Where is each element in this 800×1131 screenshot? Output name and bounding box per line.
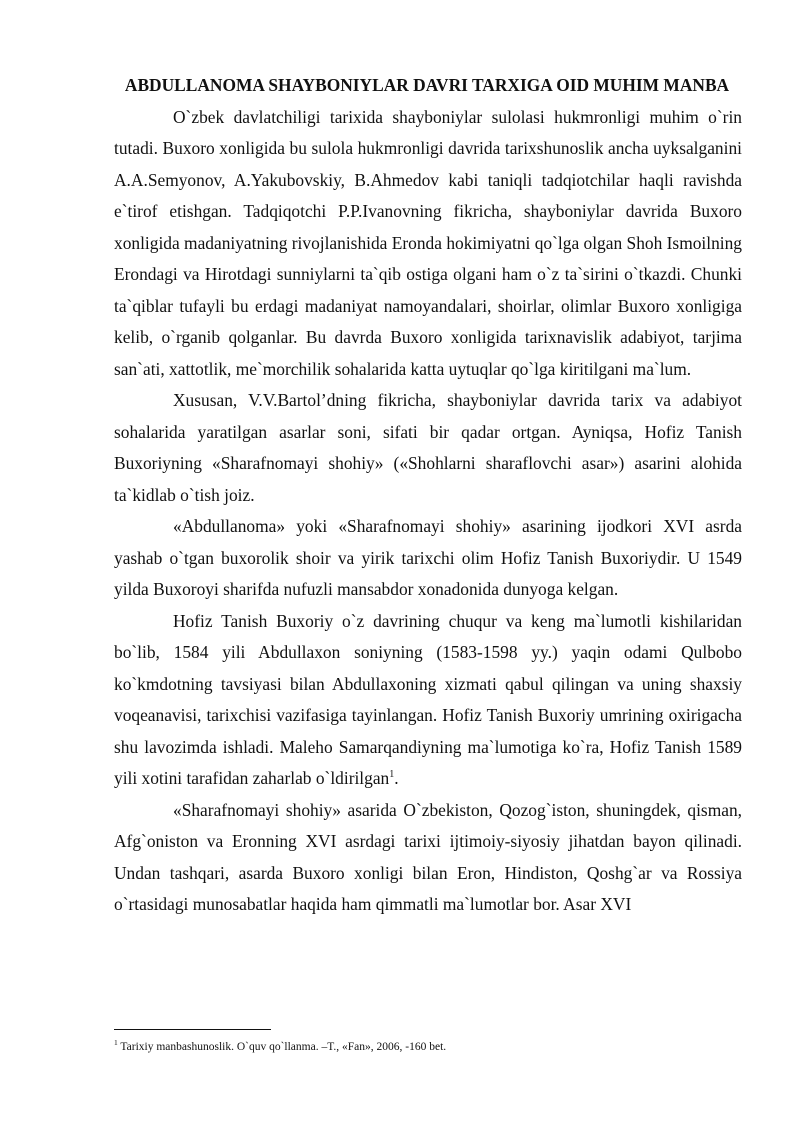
paragraph: «Sharafnomayi shohiy» asarida O`zbekiston, Qozog`iston, shuningdek, qisman, Afg`oniston va Eronning XVI asrdagi tarixi ijtimoiy-siyosiy jihatdan bayon qilinadi. Undan tashqari, asarda Buxoro xonligi bilan Eron, Hindiston, Qoshg`ar va Rossiya o`rtasidagi munosabatlar haqida ham qimmatli ma`lumotlar bor. Asar XVI [114, 799, 742, 914]
paragraph: Xususan, V.V.Bartol’dning fikricha, shayboniylar davrida tarix va adabiyot sohalarida yaratilgan asarlar soni, sifati bir qadar ortgan. Ayniqsa, Hofiz Tanish Buxoriyning «Sharafnomayi shohiy» («Shohlarni sharaflovchi asar») asarini alohida ta`kidlab o`tish joiz. [114, 390, 742, 505]
paragraph-end-punctuation: . [394, 768, 399, 788]
paragraph-text: Hofiz Tanish Buxoriy o`z davrining chuqur va keng ma`lumotli kishilaridan bo`lib, 1584 yili Abdullaxon soniyning (1583-1598 yy.) yaqin odami Qulbobo ko`kmdotning tavsiyasi bilan Abdullaxoning xizmati qabul qilingan va uning shaxsiy voqeanavisi, tarixchisi vazifasiga tayinlangan. Hofiz Tanish Buxoriy umrining oxirigacha shu lavozimda ishladi. Maleho Samarqandiyning ma`lumotiga ko`ra, Hofiz Tanish 1589 yili xotini tarafidan zaharlab o`ldirilgan [114, 610, 742, 788]
footnote [114, 1040, 446, 1054]
footnote-separator [114, 1029, 271, 1030]
footnote-reference[interactable]: 1 [389, 769, 395, 781]
paragraph: «Abdullanoma» yoki «Sharafnomayi shohiy» asarining ijodkori XVI asrda yashab o`tgan buxorolik shoir va yirik tarixchi olim Hofiz Tanish Buxoriydir. U 1549 yilda Buxoroyi sharifda nufuzli mansabdor xonadonida dunyoga kelgan. [114, 516, 742, 599]
document-body [114, 102, 742, 921]
paragraph [114, 606, 742, 795]
footnote-number: 1 [114, 1038, 118, 1048]
footnote-text: Tarixiy manbashunoslik. O`quv qo`llanma. –T., «Fan», 2006, -160 bet. [117, 1041, 447, 1053]
paragraph: O`zbek davlatchiligi tarixida shayboniylar sulolasi hukmronligi muhim o`rin tutadi. Buxoro xonligida bu sulola hukmronligi davrida tarixshunoslik ancha uyksalganini A.A.Semyonov, A.Yakubovskiy, B.Ahmedov kabi taniqli tadqiotchilar haqli ravishda e`tirof etishgan. Tadqiqotchi P.P.Ivanovning fikricha, shayboniylar davrida Buxoro xonligida madaniyatning rivojlanishida Eronda hokimiyatni qo`lga olgan Shoh Ismoilning Erondagi va Hirotdagi sunniylarni ta`qib ostiga olgani ham o`z ta`sirini o`tkazdi. Chunki ta`qiblar tufayli bu erdagi madaniyat namoyandalari, shoirlar, olimlar Buxoro xonligiga kelib, o`rganib qolganlar. Bu davrda Buxoro xonligida tarixnavislik adabiyot, tarjima san`ati, xattotlik, me`morchilik sohalarida katta uytuqlar qo`lga kiritilgani ma`lum. [114, 106, 742, 379]
document-title: ABDULLANOMA SHAYBONIYLAR DAVRI TARXIGA OID MUHIM MANBA [124, 75, 730, 95]
